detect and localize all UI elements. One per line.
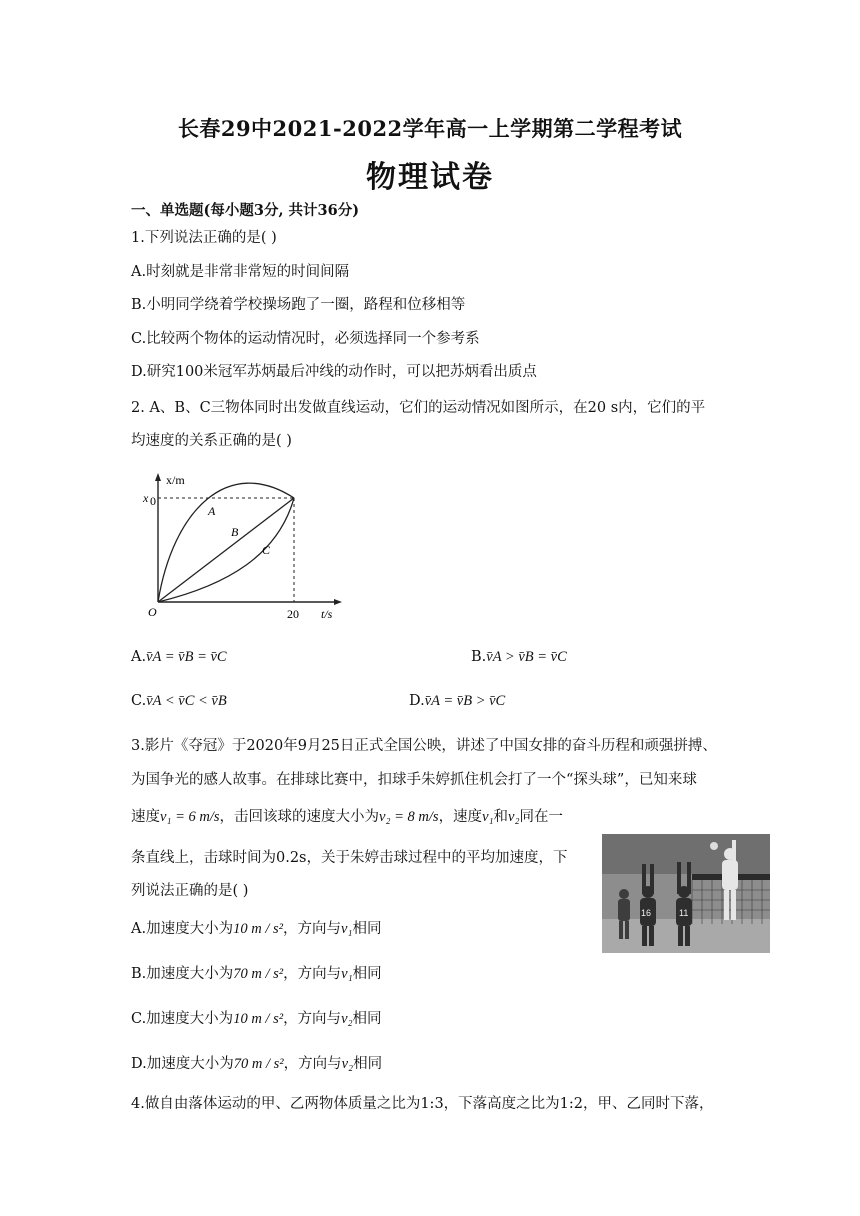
position-time-graph [138, 470, 343, 630]
q2-option-b-letter: B. [471, 649, 487, 665]
q3-a-pre: A.加速度大小为 [131, 921, 234, 937]
q3-d-post: ，方向与 [283, 1056, 342, 1072]
q3-line3-a: 速度 [131, 809, 160, 825]
q2-option-b [471, 649, 567, 666]
x0-label: x [143, 491, 149, 505]
q3-line4: 条直线上，击球时间为0.2s，关于朱婷击球过程中的平均加速度，下 [131, 850, 568, 866]
q4-line1: 4.做自由落体运动的甲、乙两物体质量之比为1:3，下落高度之比为1:2，甲、乙同时下落， [131, 1096, 714, 1112]
q3-v1-symbol: v₁ [482, 809, 494, 825]
curve-b-label: B [231, 525, 239, 539]
jersey-number-11: 11 [679, 908, 689, 918]
tick-20-label: 20 [287, 607, 299, 621]
q3-line3-i: 同在一 [519, 809, 564, 825]
q3-a-value: 10 m / s² [233, 921, 283, 937]
curve-b [158, 498, 294, 602]
q3-option-b [131, 962, 382, 983]
q3-c-value: 10 m / s² [233, 1011, 284, 1027]
exam-title: 长春29中2021-2022学年高一上学期第二学程考试 [177, 116, 683, 141]
exam-subtitle: 物理试卷 [366, 160, 494, 195]
x-axis-label: t/s [321, 607, 333, 621]
q3-v1-value: v₁ = 6 m/s [160, 809, 220, 825]
q3-c-end: 相同 [352, 1011, 382, 1027]
q3-a-post: ，方向与 [282, 921, 341, 937]
q1-stem: 1.下列说法正确的是( ) [131, 230, 277, 246]
q2-option-a-letter: A. [131, 649, 147, 665]
q3-a-v: v₁ [340, 921, 353, 937]
q3-d-value: 70 m / s² [233, 1056, 284, 1072]
q3-b-pre: B.加速度大小为 [131, 966, 234, 982]
q3-d-end: 相同 [353, 1056, 383, 1072]
q3-option-d [131, 1052, 382, 1073]
q3-line5: 列说法正确的是( ) [131, 883, 249, 899]
q2-option-b-expr: v̄A > v̄B = v̄C [486, 649, 567, 665]
q2-stem-line2: 均速度的关系正确的是( ) [131, 433, 292, 449]
q2-option-d [409, 693, 505, 710]
q3-line3-c: ，击回该球的速度大小为 [219, 809, 380, 825]
q2-option-c [131, 693, 227, 710]
q3-v2-symbol: v₂ [508, 809, 520, 825]
q2-option-c-letter: C. [131, 693, 147, 709]
q3-line3 [131, 805, 563, 826]
q3-line1: 3.影片《夺冠》于2020年9月25日正式全国公映，讲述了中国女排的奋斗历程和顽强拼搏、 [131, 738, 717, 754]
curve-a-label: A [208, 504, 216, 518]
q3-c-v: v₂ [341, 1011, 353, 1027]
q3-b-post: ，方向与 [283, 966, 342, 982]
y-axis-label: x/m [166, 473, 185, 487]
q3-c-post: ，方向与 [283, 1011, 342, 1027]
q3-d-v: v₂ [341, 1056, 354, 1072]
section-heading: 一、单选题(每小题3分, 共计36分) [131, 202, 360, 219]
q2-stem-line1: 2. A、B、C三物体同时出发做直线运动，它们的运动情况如图所示，在20 s内，它们的平 [131, 400, 706, 416]
q1-option-c: C.比较两个物体的运动情况时，必须选择同一个参考系 [131, 331, 480, 347]
x0-subscript: 0 [150, 494, 156, 508]
q3-b-end: 相同 [352, 966, 382, 982]
q3-b-v: v₁ [341, 966, 353, 982]
q3-line3-e: ，速度 [438, 809, 483, 825]
q1-option-d: D.研究100米冠军苏炳最后冲线的动作时，可以把苏炳看出质点 [131, 364, 537, 380]
q3-v2-value: v₂ = 8 m/s [379, 809, 439, 825]
jersey-number-16: 16 [641, 908, 652, 918]
q3-option-a [131, 917, 381, 938]
q3-option-c [131, 1007, 382, 1028]
curve-c-label: C [262, 543, 271, 557]
q3-line2: 为国争光的感人故事。在排球比赛中，扣球手朱婷抓住机会打了一个“探头球”，已知来球 [131, 772, 697, 788]
volleyball-photo [602, 834, 770, 953]
y-axis-arrow [155, 473, 161, 481]
q3-a-end: 相同 [352, 921, 382, 937]
q2-option-d-expr: v̄A = v̄B > v̄C [424, 693, 506, 709]
q2-option-a [131, 649, 227, 666]
q3-line3-g: 和 [493, 809, 509, 825]
x-axis-arrow [334, 599, 342, 605]
q2-option-c-expr: v̄A < v̄C < v̄B [146, 693, 227, 709]
q2-option-d-letter: D. [409, 693, 425, 709]
q1-option-a: A.时刻就是非常非常短的时间间隔 [131, 264, 350, 280]
q2-option-a-expr: v̄A = v̄B = v̄C [146, 649, 227, 665]
q3-c-pre: C.加速度大小为 [131, 1011, 234, 1027]
origin-label: O [148, 605, 157, 619]
q1-option-b: B.小明同学绕着学校操场跑了一圈，路程和位移相等 [131, 297, 466, 313]
q3-d-pre: D.加速度大小为 [131, 1056, 234, 1072]
q3-b-value: 70 m / s² [233, 966, 284, 982]
curve-a [158, 483, 294, 602]
